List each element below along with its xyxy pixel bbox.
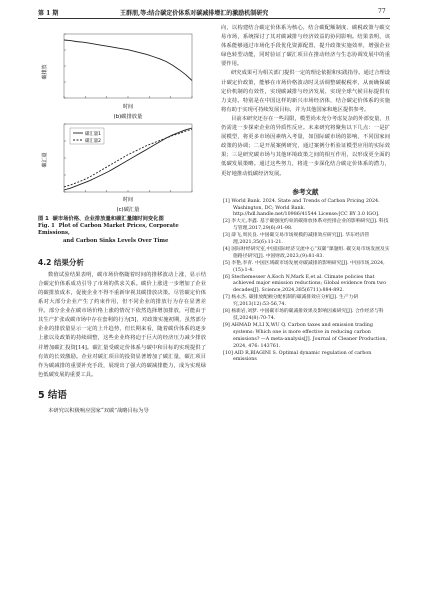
reference-item: [1] World Bank. 2024. State and Trends of Carbon Pricing 2024. Washington, DC; World Bank. http://hdl.handle.net/10986/41544 License:[CC BY 3.0 IGO]. bbox=[223, 198, 380, 218]
sinks-ylabel: 碳汇量 bbox=[42, 152, 48, 168]
paragraph: 向，以构建结合碳定价体系为核心，结合碳配额制度、碳税政策与碳交易市场，系统探讨了其对碳减排与经济效益的协同影响。结果表明，该体系能够通过市场化手段优化资源配置，提升政策实施效率，增强企业绿色转型动能，同时验证了碳汇项目在推动经济与生态协调发展中的重要作用。 bbox=[221, 25, 390, 68]
emissions-ylabel: 碳排放 bbox=[42, 64, 48, 80]
caption-cn-number: 图 1 bbox=[38, 216, 49, 222]
sinks-subcaption: (c)碳汇量 bbox=[116, 207, 140, 213]
emissions-subcaption: (b)碳排放量 bbox=[113, 114, 143, 120]
conclusion-body bbox=[221, 24, 390, 179]
reference-item: [2] 李大元,李鑫. 基于碳强度约束的碳排放体系对控排企业的影响研究[J]. 科技与管理,2017,29(6):91-98. bbox=[223, 219, 389, 232]
reference-item: [3] 薛飞,周民良. 中国碳交易市场规模的减排效应研究[J]. 华东经济管理,2021,35(6):11-21. bbox=[223, 233, 370, 246]
running-header-left: 第 1 期 bbox=[38, 10, 59, 17]
paragraph: 研究成果可为相关部门提供一定的理论依据和实践指导。通过合理设计碳定价政策，能够在市场价格波动时灵活调整碳税税率，从而确保碳定价机制的有效性，实现碳减排与经济发展、实现全球气候目标提供有力支持。特别是在中国这样的新兴市场经济体，结合碳定价体系的实施将有助于实现可持续发展目标，并为其他国家和地区提供参考。 bbox=[221, 70, 390, 113]
sinks-xlabel: 时间 bbox=[122, 197, 134, 203]
caption-cn-text: 碳市场价格、企业排放量和碳汇量随时间变化图 bbox=[52, 216, 164, 222]
paragraph: 数值试验结果表明，碳市场价格随着时间的推移波动上涨，显示结合碳定价体系成功引导了市场的供求关系。碳价上涨进一步增加了企业的碳排放成本，促使企业不得不重新审视其碳排放决策。尽管碳定价体系对大部分企业产生了约束作用，但不同企业的排放行为存在显著差异。部分企业在碳市场价格上涨的情况下依然选择增加排放，可能由于其生产扩张或碳市场中存在套利的行为[5]，对政策实施初期，虽然部分企业的排放量显示一定的上升趋势，但长期来看，随着碳价体系的逐步上涨以及政策的持续调整，这些企业终将迫于巨大的经济压力减少排放并增加碳汇投资[14]。碳汇量受碳定价体系与碳中和目标的实现提供了有效的长效激励。企业对碳汇项目的投资显著增加了碳汇量，碳汇项目作为碳减排的重要补充手段，展现出了强大的碳减排能力，成为实现绿色低碳发展的重要工具。 bbox=[38, 271, 206, 378]
page-number: 77 bbox=[378, 8, 386, 15]
reference-item: [8] 杨新岩,刘梦. 中国碳市场的碳减排效果及影响因素研究[J]. 合作经济与科技,2024(8):70-74. bbox=[223, 309, 384, 321]
reference-item: [5] 李艳,李青. 中国区域碳市场发展对碳减排的影响研究[J]. 中国市场,2024,(15):1-4. bbox=[223, 260, 385, 273]
right-column bbox=[221, 24, 390, 364]
caption-en-line-2: and Carbon Sinks Levels Over Time bbox=[63, 237, 169, 244]
header-rule bbox=[38, 18, 390, 19]
references-list bbox=[221, 199, 390, 365]
paragraph: 目前本研究还存在一些局限，模型尚未充分考虑复杂的外部变量，且仍需进一步探索企业的异质性反应。未来研究将聚焦以下几点：一是扩展模型，将更多市场因素纳入考量，如国际碳市场的影响，不同国家间政策的协调；二是开展案例研究，通过案例分析验证模型应用的实际效果；三是研究碳市场与其他环境政策之间的相互作用，以形成更全面的低碳发展策略。通过这些努力，将进一步深化结合碳定价体系的潜力，更好地推动低碳经济发展。 bbox=[221, 115, 390, 177]
left-column bbox=[38, 24, 206, 416]
caption-en-number: Fig. 1 bbox=[38, 223, 55, 230]
chart-carbon-sinks bbox=[38, 122, 206, 214]
emissions-xlabel: 时间 bbox=[122, 104, 134, 110]
section-5-body bbox=[38, 407, 206, 416]
section-4-2-body bbox=[38, 271, 206, 380]
chart-emissions bbox=[38, 32, 206, 120]
figure-caption bbox=[38, 216, 206, 245]
section-heading-5: 5 结语 bbox=[38, 389, 67, 401]
legend-label-1: 碳汇量1 bbox=[85, 132, 101, 137]
emissions-ticks bbox=[64, 34, 192, 98]
running-header-title: 王群朋,等:结合碳定价体系对碳减排增汇的激励机制研究 bbox=[120, 10, 269, 17]
section-heading-4-2: 4.2 结果分析 bbox=[38, 257, 84, 267]
reference-item: [7] 杨永杰. 碳排放配额分配机制的碳减排效应分析[J]. 生产力研究,2013(12):53-56,74. bbox=[223, 295, 359, 308]
legend-label-2: 碳汇量2 bbox=[85, 139, 101, 144]
references-heading: 参考文献 bbox=[292, 187, 319, 196]
reference-item: [10] AID R,BIAGINI S. Optimal dynamic regulation of carbon emissions bbox=[223, 350, 372, 363]
reference-item: [9] AHMAD M,LI X,WU Q. Carbon taxes and emission trading systems: Which one is more effective in reducing carbon emissions? —A meta-analysis[J]. Journal of Cleaner Production, 2024, 476: 143761. bbox=[223, 322, 387, 349]
reference-item: [6] Stechemesser A,Koch N,Mark E,et al. Climate policies that achieved major emission reductions; Global evidence from two decades[J]. Science,2024,385(6711):884-892. bbox=[223, 274, 386, 294]
reference-item: [4] 国际财经研究室,中国国际经济交流中心“双碳”课题组. 碳交易市场发展及实施路径研究[J]. 中国财政,2023,(9):81-83. bbox=[223, 246, 390, 259]
emissions-plot-area bbox=[64, 34, 192, 98]
caption-en-line-1: Plot of Carbon Market Prices, Corporate Emissions, bbox=[38, 223, 179, 237]
paragraph: 本研究以积极响应国家“双碳”战略目标为导 bbox=[48, 407, 149, 414]
emissions-series-line bbox=[64, 40, 192, 81]
